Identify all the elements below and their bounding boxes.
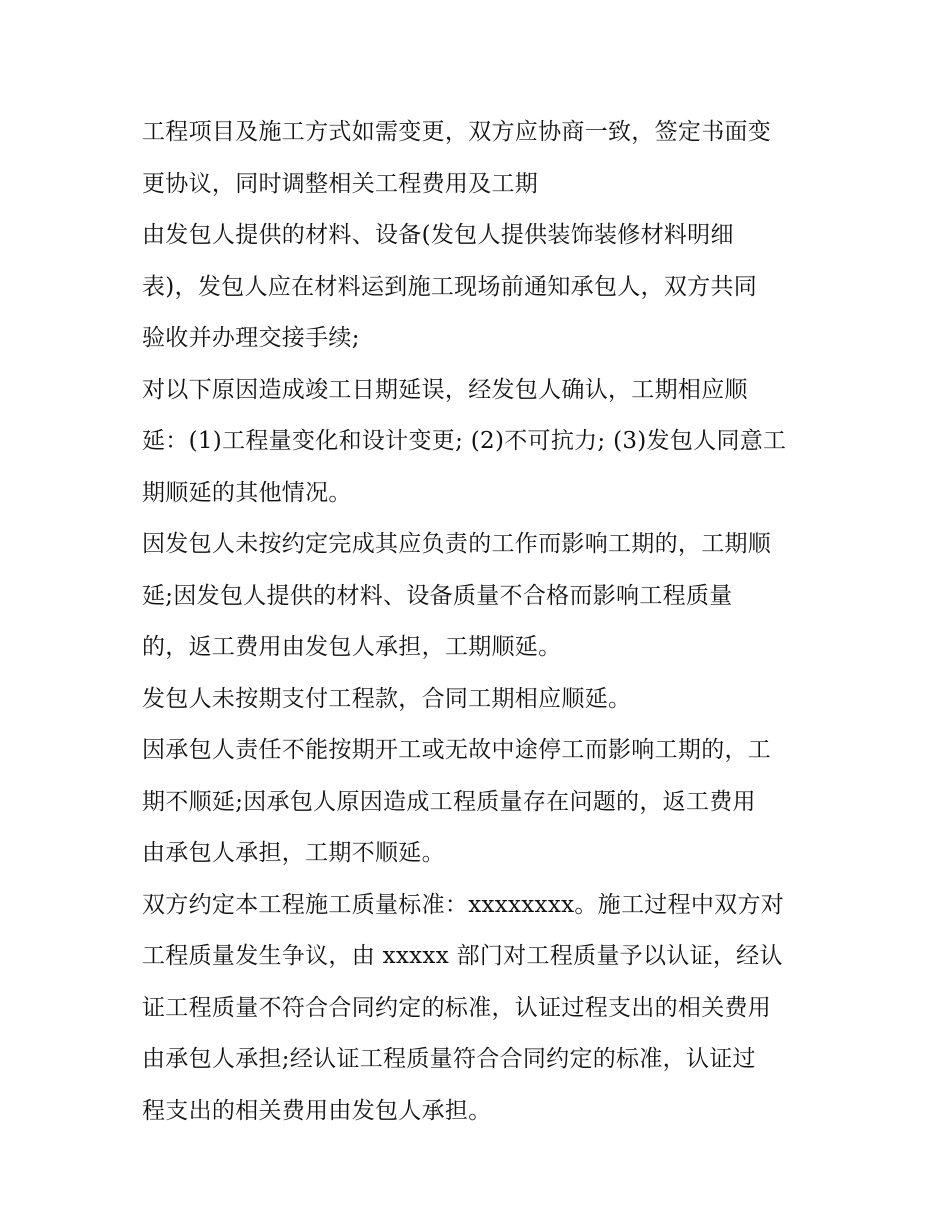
text-line: 双方约定本工程施工质量标准：xxxxxxxx。施工过程中双方对 — [142, 891, 785, 918]
text-line: 期顺延的其他情况。 — [142, 479, 352, 506]
text-line: 更协议，同时调整相关工程费用及工期 — [142, 170, 539, 197]
text-line: 表)，发包人应在材料运到施工现场前通知承包人，双方共同 — [142, 273, 758, 300]
text-line: 延：(1)工程量变化和设计变更; (2)不可抗力; (3)发包人同意工 — [142, 428, 787, 454]
text-line: 证工程质量不符合合同约定的标准，认证过程支出的相关费用 — [142, 994, 772, 1021]
text-line: 的，返工费用由发包人承担，工期顺延。 — [142, 634, 562, 660]
text-line: 由承包人承担，工期不顺延。 — [142, 840, 445, 866]
text-line: 因承包人责任不能按期开工或无故中途停工而影响工期的，工 — [142, 737, 772, 763]
text-line: 延;因发包人提供的材料、设备质量不合格而影响工程质量 — [142, 582, 733, 609]
text-line: 因发包人未按约定完成其应负责的工作而影响工期的，工期顺 — [142, 531, 772, 557]
contract-body-text — [142, 107, 822, 1137]
text-line: 由承包人承担;经认证工程质量符合合同约定的标准，认证过 — [142, 1046, 756, 1072]
text-line: 发包人未按期支付工程款，合同工期相应顺延。 — [142, 685, 632, 712]
text-line: 由发包人提供的材料、设备(发包人提供装饰装修材料明细 — [142, 222, 734, 248]
text-line: 工程项目及施工方式如需变更，双方应协商一致，签定书面变 — [142, 119, 772, 145]
text-line: 验收并办理交接手续; — [142, 325, 360, 351]
text-line: 程支出的相关费用由发包人承担。 — [142, 1097, 492, 1124]
text-line: 期不顺延;因承包人原因造成工程质量存在问题的，返工费用 — [142, 788, 756, 815]
text-line: 对以下原因造成竣工日期延误，经发包人确认，工期相应顺 — [142, 376, 748, 403]
text-line: 工程质量发生争议，由 xxxxx 部门对工程质量予以认证，经认 — [142, 943, 783, 969]
